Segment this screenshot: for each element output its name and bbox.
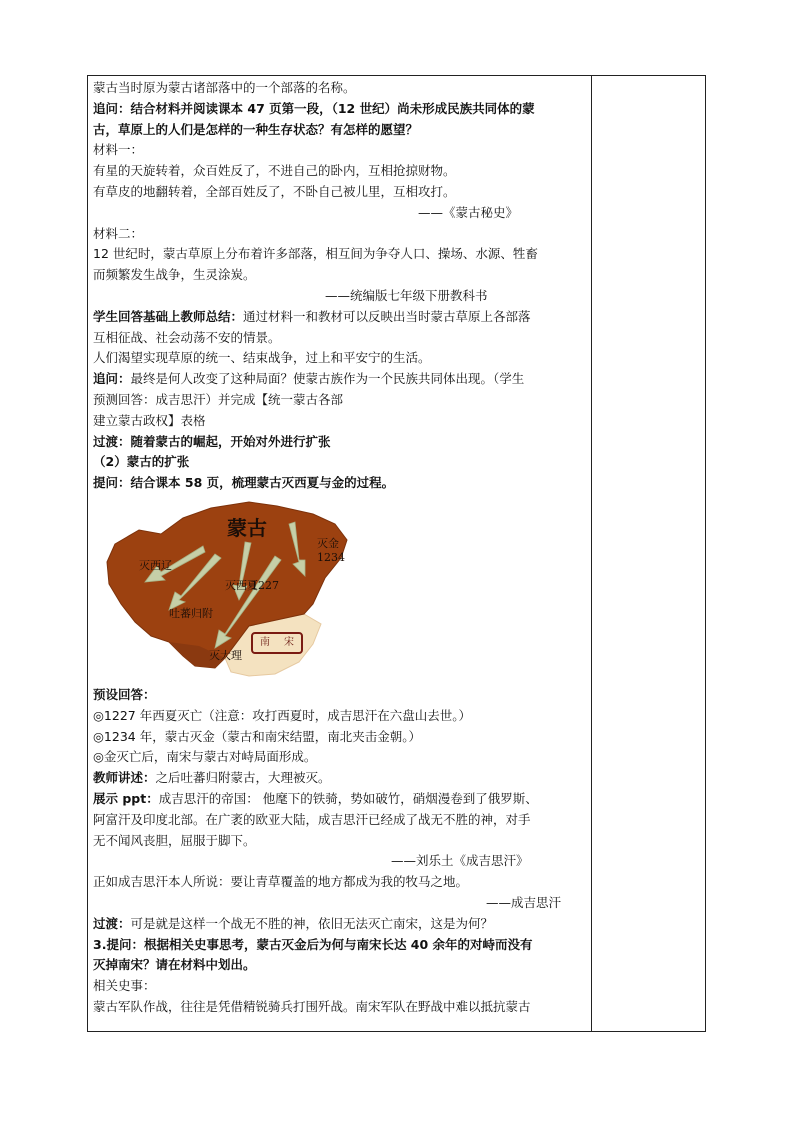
text-line bbox=[93, 768, 589, 789]
text-line bbox=[93, 161, 589, 182]
text-line bbox=[93, 810, 589, 831]
map-label-mongol: 蒙古 bbox=[227, 515, 267, 540]
text-line bbox=[93, 955, 589, 976]
text-line bbox=[93, 914, 589, 935]
label-followup: 追问： bbox=[93, 100, 131, 116]
text: ——刘乐土《成吉思汗》 bbox=[391, 853, 529, 869]
text-line bbox=[93, 348, 589, 369]
text: ——《蒙古秘史》 bbox=[418, 204, 519, 220]
text: ——成吉思汗 bbox=[486, 894, 562, 910]
text: 蒙古当时原为蒙古诸部落中的一个部落的名称。 bbox=[93, 80, 356, 95]
map-label-tubo: 吐蕃归附 bbox=[169, 606, 213, 620]
text-line bbox=[93, 307, 589, 328]
text: 3.提问：根据相关史事思考，蒙古灭金后为何与南宋长达 40 余年的对峙而没有 bbox=[93, 936, 533, 952]
text: 结合材料并阅读课本 47 页第一段，（12 世纪）尚未形成民族共同体的蒙 bbox=[130, 100, 535, 116]
map-label-dali: 灭大理 bbox=[209, 648, 242, 662]
text: 建立蒙古政权】表格 bbox=[93, 412, 206, 428]
map-label-southern-song bbox=[251, 632, 303, 654]
text: 成吉思汗的帝国： 他麾下的铁骑，势如破竹，硝烟漫卷到了俄罗斯、 bbox=[158, 790, 538, 806]
text-line bbox=[93, 182, 589, 203]
text: 结合课本 58 页，梳理蒙古灭西夏与金的过程。 bbox=[130, 475, 395, 491]
text-line bbox=[93, 789, 589, 810]
text: 随着蒙古的崛起，开始对外进行扩张 bbox=[130, 433, 331, 449]
text: 12 世纪时，蒙古草原上分布着许多部落，相互间为争夺人口、操场、水源、牲畜 bbox=[93, 246, 538, 262]
label-question: 提问： bbox=[93, 475, 131, 491]
text-line bbox=[93, 411, 589, 432]
text-line bbox=[93, 747, 589, 768]
label-summary: 学生回答基础上教师总结： bbox=[93, 308, 244, 324]
text: ◎1234 年，蒙古灭金（蒙古和南宋结盟，南北夹击金朝。） bbox=[93, 728, 421, 744]
label-followup: 追问： bbox=[93, 371, 131, 387]
map-label-jin-year: 1234 bbox=[317, 550, 345, 564]
text: ◎1227 年西夏灭亡（注意：攻打西夏时，成吉思汗在六盘山去世。） bbox=[93, 707, 471, 723]
text: 最终是何人改变了这种局面？使蒙古族作为一个民族共同体出现。（学生 bbox=[130, 371, 525, 387]
text: 无不闻风丧胆，屈服于脚下。 bbox=[93, 832, 256, 848]
text-line bbox=[93, 685, 589, 706]
source-citation bbox=[93, 203, 589, 224]
text: 之后吐蕃归附蒙古，大理被灭。 bbox=[155, 770, 331, 786]
text: 正如成吉思汗本人所说：要让青草覆盖的地方都成为我的牧马之地。 bbox=[93, 874, 469, 890]
map-label-song-char: 南 bbox=[260, 636, 270, 648]
label-ppt: 展示 ppt： bbox=[93, 790, 159, 806]
lesson-content bbox=[93, 78, 589, 1018]
text: 而频繁发生战争，生灵涂炭。 bbox=[93, 267, 256, 283]
label-transition: 过渡： bbox=[93, 433, 131, 449]
source-citation bbox=[93, 286, 589, 307]
text: 有星的天旋转着，众百姓反了，不进自己的卧内，互相抢掠财物。 bbox=[93, 163, 456, 179]
text-line bbox=[93, 390, 589, 411]
text-line bbox=[93, 432, 589, 453]
map-label-xixia-year: 1227 bbox=[251, 578, 279, 592]
text-line bbox=[93, 831, 589, 852]
text: 互相征战、社会动荡不安的情景。 bbox=[93, 329, 281, 345]
table-column-divider bbox=[591, 75, 592, 1032]
section-heading bbox=[93, 452, 589, 473]
text-line bbox=[93, 727, 589, 748]
text-line bbox=[93, 120, 589, 141]
material-heading: 相关史事： bbox=[93, 978, 156, 994]
text-line bbox=[93, 872, 589, 893]
text-line bbox=[93, 224, 589, 245]
text-line bbox=[93, 140, 589, 161]
label-teacher: 教师讲述： bbox=[93, 770, 156, 786]
source-citation bbox=[93, 851, 589, 872]
text: 通过材料一和教材可以反映出当时蒙古草原上各部落 bbox=[243, 308, 531, 324]
material-heading: 材料一： bbox=[93, 142, 144, 158]
text-line bbox=[93, 328, 589, 349]
text: ——统编版七年级下册教科书 bbox=[325, 287, 488, 303]
text-line bbox=[93, 78, 589, 99]
source-citation bbox=[93, 893, 589, 914]
text: （2）蒙古的扩张 bbox=[93, 454, 190, 470]
text: 灭掉南宋？请在材料中划出。 bbox=[93, 957, 256, 973]
map-label-west-liao: 灭西辽 bbox=[139, 558, 172, 572]
text-line bbox=[93, 473, 589, 494]
material-heading: 材料二： bbox=[93, 225, 144, 241]
text: 蒙古军队作战，往往是凭借精锐骑兵打围歼战。南宋军队在野战中难以抵抗蒙古 bbox=[93, 998, 531, 1014]
text: ◎金灭亡后，南宋与蒙古对峙局面形成。 bbox=[93, 749, 317, 765]
text-line bbox=[93, 976, 589, 997]
label-preset-answer: 预设回答： bbox=[93, 686, 156, 702]
text: 有草皮的地翻转着，全部百姓反了，不卧自己被儿里，互相攻打。 bbox=[93, 183, 456, 199]
text: 可是就是这样一个战无不胜的神，依旧无法灭亡南宋，这是为何？ bbox=[130, 915, 494, 931]
text-line bbox=[93, 706, 589, 727]
label-transition: 过渡： bbox=[93, 915, 131, 931]
text-line bbox=[93, 244, 589, 265]
text-line bbox=[93, 997, 589, 1018]
text-line bbox=[93, 369, 589, 390]
map-label-jin: 灭金 bbox=[317, 536, 339, 550]
text-line bbox=[93, 265, 589, 286]
mongol-expansion-map bbox=[99, 496, 369, 681]
text: 预测回答：成吉思汗）并完成【统一蒙古各部 bbox=[93, 391, 344, 407]
text-line bbox=[93, 99, 589, 120]
text: 人们渴望实现草原的统一、结束战争，过上和平安宁的生活。 bbox=[93, 350, 431, 366]
text: 古，草原上的人们是怎样的一种生存状态？有怎样的愿望？ bbox=[93, 121, 419, 137]
map-label-xixia: 灭西夏 bbox=[225, 578, 258, 592]
text: 阿富汗及印度北部。在广袤的欧亚大陆，成吉思汗已经成了战无不胜的神，对手 bbox=[93, 811, 531, 827]
text-line bbox=[93, 935, 589, 956]
map-label-song-char: 宋 bbox=[284, 636, 294, 648]
